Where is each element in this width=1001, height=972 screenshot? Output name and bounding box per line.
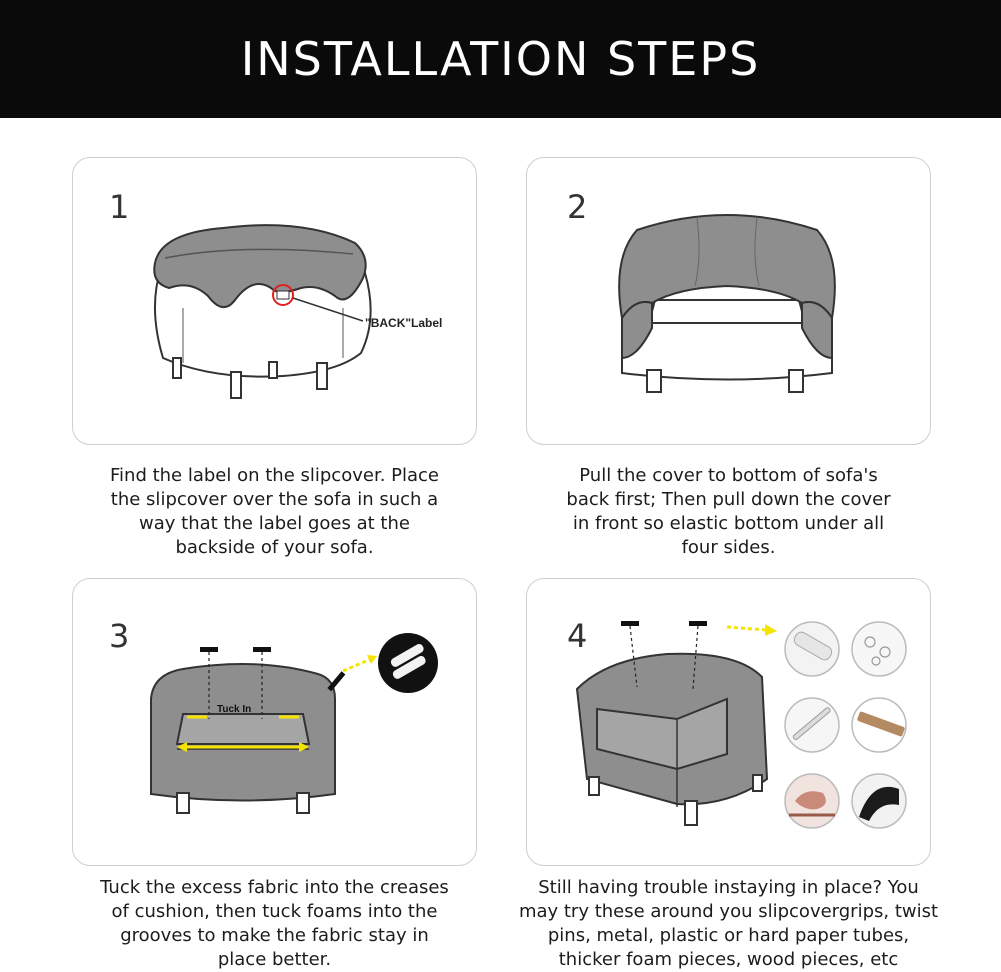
step-3-caption: Tuck the excess fabric into the creases of cushion, then tuck foams into the grooves to make the fabric stay in place better. bbox=[100, 877, 449, 970]
step-4-number: 4 bbox=[567, 617, 588, 655]
step-2-caption: Pull the cover to bottom of sofa's back first; Then pull down the cover in front so elastic bottom under all four sides. bbox=[566, 465, 891, 558]
header-banner bbox=[0, 0, 1001, 118]
step-4-caption: Still having trouble instaying in place? You may try these around you slipcovergrips, twist pins, metal, plastic or hard paper tubes, thicker foam pieces, wood pieces, etc bbox=[518, 877, 939, 970]
back-label-text: "BACK"Label bbox=[365, 316, 443, 330]
sofa-covered-back-illustration bbox=[527, 158, 931, 445]
step-2-number: 2 bbox=[567, 188, 588, 226]
step-2-card bbox=[526, 157, 931, 445]
step-4-card bbox=[526, 578, 931, 866]
page-title: INSTALLATION STEPS bbox=[240, 32, 761, 86]
alternative-grips-illustration bbox=[527, 579, 931, 866]
sofa-back-illustration bbox=[73, 158, 477, 445]
tuck-in-label: Tuck In bbox=[217, 704, 252, 715]
step-3-card bbox=[72, 578, 477, 866]
step-1-card bbox=[72, 157, 477, 445]
step-1-caption: Find the label on the slipcover. Place the slipcover over the sofa in such a way that the label goes at the backside of your sofa. bbox=[109, 465, 439, 558]
step-1-number: 1 bbox=[109, 188, 130, 226]
tuck-in-illustration bbox=[73, 579, 477, 866]
step-3-number: 3 bbox=[109, 617, 130, 655]
